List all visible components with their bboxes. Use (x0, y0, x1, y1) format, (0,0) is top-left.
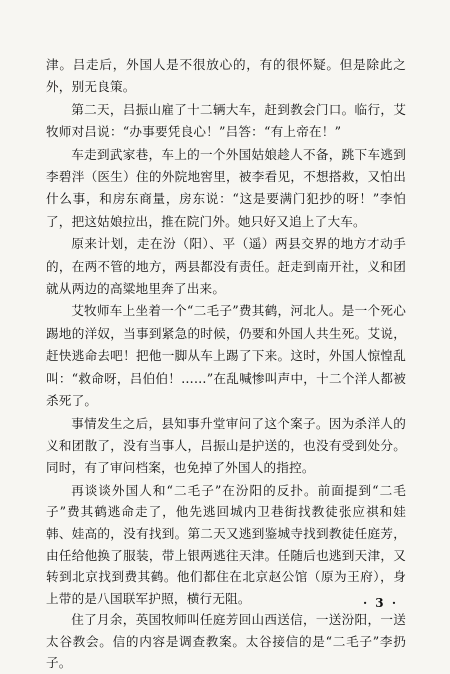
paragraph-6: 事情发生之后，县知事升堂审问了这个案子。因为杀洋人的义和团散了，没有当事人，吕振山是护送的，也没有受到处分。同时，有了审问档案，也免掉了外国人的指控。 (46, 415, 406, 476)
paragraph-8: 住了月余，英国牧师叫任庭芳回山西送信，一送汾阳，一送太谷教会。信的内容是调查教案。太谷接信的是“二毛子”李扔子。 (46, 612, 406, 671)
paragraph-3: 车走到武家巷，车上的一个外国姑娘趁人不备，跳下车逃到李碧泮（医生）住的外院地窖里，被李看见，不想搭救，又怕出什么事，和房东商量，房东说：“这是要满门犯抄的呀！”李怕了，把这姑娘拉出，推在院门外。她只好又追上了大车。 (46, 146, 406, 229)
paragraph-4: 原来计划，走在汾（阳）、平（遥）两县交界的地方才动手的，在两不管的地方，两县都没有责任。赶走到南开社，义和团就从两边的高粱地里奔了出来。 (46, 236, 406, 297)
paragraph-7: 再谈谈外国人和“二毛子”在汾阳的反扑。前面提到“二毛子”费其鹤逃命走了，他先逃回城内卫巷街找教徒张应祺和娃韩、娃高的，没有找到。第二天又逃到鉴城寺找到教徒任庭芳，由任给他换了服装，带上银两逃往天津。任随后也逃到天津，又转到北京找到费其鹤。他们都住在北京赵公馆（原为王府），身上带的是八国联军护照，横行无阻。 (46, 482, 406, 606)
paragraph-1: 津。吕走后，外国人是不很放心的，有的很怀疑。但是除此之外，别无良策。 (46, 57, 406, 95)
paragraph-2: 第二天，吕振山雇了十二辆大车，赶到教会门口。临行，艾牧师对吕说：“办事要凭良心！”吕答：“有上帝在！” (46, 101, 406, 140)
paragraph-5: 艾牧师车上坐着一个“二毛子”费其鹤，河北人。是一个死心踢地的洋奴，当事到紧急的时候，仍要和外国人共生死。艾说，赶快逃命去吧！把他一脚从车上踢了下来。这时，外国人惊惶乱叫：“救命呀，吕伯伯！……”在乱喊惨叫声中，十二个洋人都被杀死了。 (46, 303, 406, 409)
page-number: · 3 · (362, 596, 398, 610)
